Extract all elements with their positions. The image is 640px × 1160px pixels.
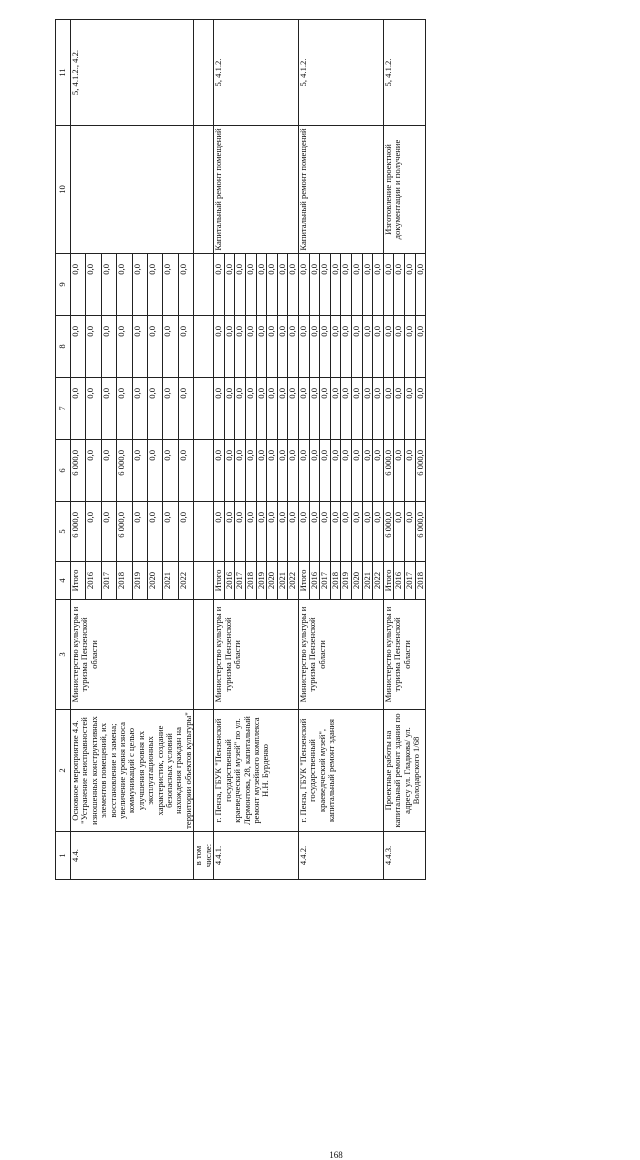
- value-cell: 0,0: [117, 254, 132, 316]
- value-cell: 0,0: [299, 440, 310, 502]
- value-cell: 0,0: [277, 316, 288, 378]
- value-cell: 6 000,0: [383, 502, 394, 562]
- value-cell: 0,0: [404, 316, 415, 378]
- value-cell: 0,0: [394, 502, 405, 562]
- value-cell: 0,0: [101, 378, 116, 440]
- value-cell: 0,0: [277, 440, 288, 502]
- value-cell: 0,0: [117, 378, 132, 440]
- col-header: 6: [56, 440, 71, 502]
- value-cell: 0,0: [71, 378, 86, 440]
- value-cell: 0,0: [277, 502, 288, 562]
- value-cell: 0,0: [267, 440, 278, 502]
- value-cell: 0,0: [362, 316, 373, 378]
- value-cell: 0,0: [178, 502, 193, 562]
- value-cell: 0,0: [341, 316, 352, 378]
- value-cell: 0,0: [163, 316, 178, 378]
- table-row: [71, 20, 86, 880]
- year-cell: 2022: [178, 562, 193, 600]
- year-cell: 2020: [267, 562, 278, 600]
- expected-result: Изготовление проектной документации и получение: [383, 126, 425, 254]
- col-header: 11: [56, 20, 71, 126]
- value-cell: 0,0: [320, 440, 331, 502]
- value-cell: 0,0: [224, 502, 235, 562]
- value-cell: 0,0: [267, 502, 278, 562]
- value-cell: 0,0: [309, 254, 320, 316]
- value-cell: 0,0: [235, 254, 246, 316]
- year-cell: 2020: [148, 562, 163, 600]
- col-header: 9: [56, 254, 71, 316]
- value-cell: 0,0: [394, 440, 405, 502]
- value-cell: 0,0: [132, 502, 147, 562]
- program-table: [55, 19, 426, 880]
- value-cell: 0,0: [404, 254, 415, 316]
- value-cell: 0,0: [101, 440, 116, 502]
- value-cell: 0,0: [71, 254, 86, 316]
- value-cell: 0,0: [299, 378, 310, 440]
- value-cell: 0,0: [246, 254, 257, 316]
- value-cell: 0,0: [224, 316, 235, 378]
- empty-cell: [194, 710, 214, 832]
- value-cell: 0,0: [256, 440, 267, 502]
- year-cell: 2017: [404, 562, 415, 600]
- year-cell: Итого: [299, 562, 310, 600]
- value-cell: 0,0: [288, 254, 299, 316]
- value-cell: 0,0: [362, 440, 373, 502]
- table-row: [299, 20, 310, 880]
- value-cell: 0,0: [132, 378, 147, 440]
- col-header: 5: [56, 502, 71, 562]
- value-cell: 0,0: [246, 378, 257, 440]
- value-cell: 0,0: [383, 254, 394, 316]
- value-cell: 0,0: [288, 378, 299, 440]
- value-cell: 0,0: [214, 254, 225, 316]
- year-cell: 2021: [277, 562, 288, 600]
- value-cell: 0,0: [256, 502, 267, 562]
- value-cell: 0,0: [214, 502, 225, 562]
- value-cell: 0,0: [235, 378, 246, 440]
- empty-cell: [194, 20, 214, 126]
- value-cell: 0,0: [362, 254, 373, 316]
- in-that-number-label: в том числе:: [194, 832, 214, 880]
- empty-cell: [194, 378, 214, 440]
- value-cell: 0,0: [394, 254, 405, 316]
- value-cell: 0,0: [415, 378, 426, 440]
- value-cell: 0,0: [352, 378, 363, 440]
- value-cell: 0,0: [86, 316, 101, 378]
- value-cell: 0,0: [86, 378, 101, 440]
- value-cell: 0,0: [267, 378, 278, 440]
- value-cell: 0,0: [330, 254, 341, 316]
- value-cell: 0,0: [288, 440, 299, 502]
- year-cell: Итого: [214, 562, 225, 600]
- value-cell: 0,0: [101, 502, 116, 562]
- value-cell: 0,0: [163, 440, 178, 502]
- year-cell: Итого: [383, 562, 394, 600]
- value-cell: 0,0: [341, 254, 352, 316]
- value-cell: 6 000,0: [117, 440, 132, 502]
- value-cell: 0,0: [178, 440, 193, 502]
- value-cell: 0,0: [394, 378, 405, 440]
- value-cell: 0,0: [246, 440, 257, 502]
- value-cell: 0,0: [309, 378, 320, 440]
- value-cell: 0,0: [277, 254, 288, 316]
- year-cell: 2016: [224, 562, 235, 600]
- value-cell: 0,0: [256, 254, 267, 316]
- value-cell: 0,0: [394, 316, 405, 378]
- value-cell: 6 000,0: [117, 502, 132, 562]
- empty-cell: [194, 562, 214, 600]
- year-cell: 2019: [132, 562, 147, 600]
- expected-result: [71, 126, 194, 254]
- table-row: [383, 20, 394, 880]
- row-number: 4.4.1.: [214, 832, 299, 880]
- value-cell: 0,0: [178, 254, 193, 316]
- value-cell: 0,0: [320, 316, 331, 378]
- value-cell: 0,0: [352, 502, 363, 562]
- empty-cell: [194, 502, 214, 562]
- value-cell: 0,0: [71, 316, 86, 378]
- value-cell: 0,0: [214, 440, 225, 502]
- value-cell: 0,0: [309, 316, 320, 378]
- value-cell: 0,0: [352, 316, 363, 378]
- value-cell: 0,0: [178, 316, 193, 378]
- value-cell: 0,0: [163, 378, 178, 440]
- value-cell: 0,0: [235, 502, 246, 562]
- col-header: 1: [56, 832, 71, 880]
- value-cell: 0,0: [404, 502, 415, 562]
- value-cell: 0,0: [148, 254, 163, 316]
- rotated-page: [55, 20, 615, 1160]
- value-cell: 0,0: [214, 378, 225, 440]
- year-cell: 2016: [394, 562, 405, 600]
- year-cell: 2017: [320, 562, 331, 600]
- value-cell: 0,0: [178, 378, 193, 440]
- value-cell: 0,0: [288, 316, 299, 378]
- value-cell: 0,0: [352, 254, 363, 316]
- executor: Министерство культуры и туризма Пензенской области: [299, 600, 384, 710]
- value-cell: 0,0: [320, 378, 331, 440]
- year-cell: 2018: [246, 562, 257, 600]
- value-cell: 0,0: [132, 316, 147, 378]
- measure-name: г. Пенза, ГБУК "Пензенский государственный краеведческий музей" по ул. Лермонтова, 28, капитальный ремонт музейного комплекса Н.Н. Бурденко: [214, 710, 299, 832]
- value-cell: 6 000,0: [71, 502, 86, 562]
- value-cell: 0,0: [299, 254, 310, 316]
- value-cell: 0,0: [373, 316, 384, 378]
- value-cell: 0,0: [330, 440, 341, 502]
- value-cell: 0,0: [117, 316, 132, 378]
- value-cell: 0,0: [224, 254, 235, 316]
- value-cell: 0,0: [352, 440, 363, 502]
- row-number: 4.4.3.: [383, 832, 425, 880]
- value-cell: 0,0: [330, 502, 341, 562]
- value-cell: 0,0: [86, 502, 101, 562]
- indicator-link: 5, 4.1.2.: [214, 20, 299, 126]
- value-cell: 0,0: [320, 502, 331, 562]
- year-cell: 2020: [352, 562, 363, 600]
- value-cell: 0,0: [415, 254, 426, 316]
- empty-cell: [194, 254, 214, 316]
- empty-cell: [194, 126, 214, 254]
- value-cell: 6 000,0: [415, 502, 426, 562]
- value-cell: 0,0: [383, 316, 394, 378]
- value-cell: 0,0: [309, 502, 320, 562]
- indicator-link: 5, 4.1.2., 4.2.: [71, 20, 194, 126]
- value-cell: 0,0: [373, 378, 384, 440]
- value-cell: 0,0: [214, 316, 225, 378]
- value-cell: 0,0: [383, 378, 394, 440]
- col-header: 7: [56, 378, 71, 440]
- year-cell: 2018: [117, 562, 132, 600]
- value-cell: 0,0: [373, 502, 384, 562]
- value-cell: 0,0: [246, 316, 257, 378]
- value-cell: 0,0: [148, 316, 163, 378]
- value-cell: 0,0: [373, 440, 384, 502]
- value-cell: 0,0: [299, 316, 310, 378]
- expected-result: Капитальный ремонт помещений: [299, 126, 384, 254]
- value-cell: 6 000,0: [71, 440, 86, 502]
- value-cell: 0,0: [341, 440, 352, 502]
- executor: Министерство культуры и туризма Пензенской области: [214, 600, 299, 710]
- value-cell: 0,0: [235, 440, 246, 502]
- measure-name: Проектные работы на капитальный ремонт здания по адресу ул. Гладкова/ ул. Володарского 1/68: [383, 710, 425, 832]
- year-cell: 2016: [86, 562, 101, 600]
- row-number: 4.4.2.: [299, 832, 384, 880]
- value-cell: 0,0: [404, 378, 415, 440]
- value-cell: 0,0: [235, 316, 246, 378]
- value-cell: 0,0: [101, 254, 116, 316]
- value-cell: 0,0: [86, 254, 101, 316]
- value-cell: 0,0: [246, 502, 257, 562]
- empty-cell: [194, 440, 214, 502]
- subtotal-label-row: [194, 20, 214, 880]
- year-cell: 2018: [330, 562, 341, 600]
- value-cell: 0,0: [267, 254, 278, 316]
- year-cell: 2016: [309, 562, 320, 600]
- value-cell: 0,0: [330, 378, 341, 440]
- value-cell: 0,0: [224, 378, 235, 440]
- col-header: 10: [56, 126, 71, 254]
- executor: Министерство культуры и туризма Пензенской области: [383, 600, 425, 710]
- year-cell: 2018: [415, 562, 426, 600]
- executor: Министерство культуры и туризма Пензенской области: [71, 600, 194, 710]
- row-number: 4.4.: [71, 832, 194, 880]
- value-cell: 0,0: [148, 440, 163, 502]
- year-cell: 2021: [362, 562, 373, 600]
- year-cell: 2022: [373, 562, 384, 600]
- col-header: 8: [56, 316, 71, 378]
- header-row: [56, 20, 71, 880]
- value-cell: 0,0: [277, 378, 288, 440]
- value-cell: 0,0: [299, 502, 310, 562]
- measure-name: г. Пенза, ГБУК "Пензенский государственный краеведческий музей", капитальный ремонт здания: [299, 710, 384, 832]
- table-body: [71, 20, 426, 880]
- value-cell: 0,0: [309, 440, 320, 502]
- value-cell: 0,0: [256, 378, 267, 440]
- year-cell: 2019: [256, 562, 267, 600]
- col-header: 2: [56, 710, 71, 832]
- value-cell: 0,0: [163, 502, 178, 562]
- year-cell: 2021: [163, 562, 178, 600]
- year-cell: 2019: [341, 562, 352, 600]
- value-cell: 0,0: [132, 440, 147, 502]
- value-cell: 0,0: [330, 316, 341, 378]
- value-cell: 0,0: [362, 378, 373, 440]
- value-cell: 0,0: [362, 502, 373, 562]
- indicator-link: 5, 4.1.2.: [299, 20, 384, 126]
- value-cell: 0,0: [132, 254, 147, 316]
- value-cell: 0,0: [148, 502, 163, 562]
- value-cell: 0,0: [341, 378, 352, 440]
- empty-cell: [194, 316, 214, 378]
- value-cell: 6 000,0: [415, 440, 426, 502]
- year-cell: 2022: [288, 562, 299, 600]
- value-cell: 0,0: [288, 502, 299, 562]
- value-cell: 0,0: [404, 440, 415, 502]
- value-cell: 0,0: [101, 316, 116, 378]
- indicator-link: 5, 4.1.2.: [383, 20, 425, 126]
- year-cell: 2017: [101, 562, 116, 600]
- col-header: 4: [56, 562, 71, 600]
- value-cell: 6 000,0: [383, 440, 394, 502]
- value-cell: 0,0: [341, 502, 352, 562]
- value-cell: 0,0: [224, 440, 235, 502]
- table-row: [214, 20, 225, 880]
- value-cell: 0,0: [163, 254, 178, 316]
- page-number: 168: [329, 1150, 343, 1160]
- year-cell: Итого: [71, 562, 86, 600]
- value-cell: 0,0: [415, 316, 426, 378]
- value-cell: 0,0: [267, 316, 278, 378]
- value-cell: 0,0: [86, 440, 101, 502]
- expected-result: Капитальный ремонт помещений: [214, 126, 299, 254]
- measure-name: Основное мероприятие 4.4. "Устранение неисправностей изношенных конструктивных элементов помещений, их восстановление и замена; увеличение уровня износа коммуникаций с целью улучшения уровня их эксплуатационных характеристик, создание безопасных условий нахождения граждан на территории объектов культуры": [71, 710, 194, 832]
- value-cell: 0,0: [373, 254, 384, 316]
- value-cell: 0,0: [148, 378, 163, 440]
- value-cell: 0,0: [320, 254, 331, 316]
- empty-cell: [194, 600, 214, 710]
- year-cell: 2017: [235, 562, 246, 600]
- col-header: 3: [56, 600, 71, 710]
- value-cell: 0,0: [256, 316, 267, 378]
